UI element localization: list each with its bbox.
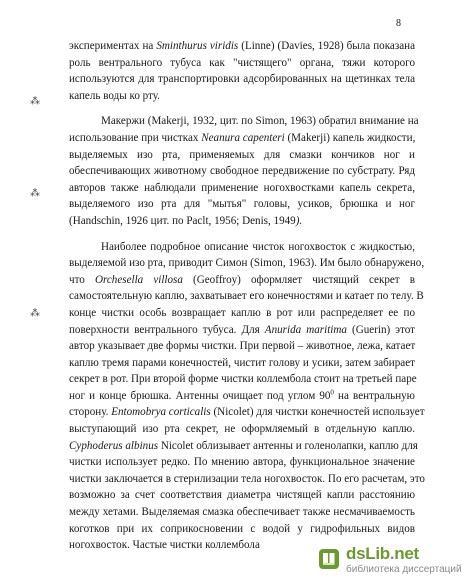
text-line: выделяемых изо рта, применяемых для смазки кончиков ног и — [69, 148, 415, 161]
text-line: обеспечивающих животному свободное передвижение по субстрату. Ряд — [69, 165, 415, 178]
species-name: Neanura capenteri — [201, 131, 285, 144]
text-line: ногохвосток. Частые чистки коллембола — [69, 539, 260, 552]
text-line: что Orchesella villosa (Geoffroy) оформляет чистящий секрет в — [69, 273, 416, 286]
text-line: самостоятельную каплю, захватывает его конечностями и катает по телу. В — [69, 290, 424, 303]
text-line: возможно за счет соответствия диаметра чистящей капли расстоянию — [69, 489, 415, 502]
text-line: Cyphoderus albinus Nicolet облизывает антенны и голенолапки, каплю для — [69, 439, 418, 452]
text-line: используются для транспортировки адсорбированных на щетинках тела — [69, 73, 415, 86]
dslib-logo-icon — [318, 548, 340, 570]
paragraph — [69, 113, 419, 229]
paragraph — [69, 38, 415, 104]
species-name: Cyphoderus albinus — [69, 439, 159, 452]
dslib-watermark[interactable] — [318, 544, 462, 578]
text-line: Наиболее подробное описание чисток ногохвосток с жидкостью, — [101, 240, 415, 253]
degree-superscript: 0 — [330, 388, 334, 397]
text-line: чистки использует редко. По мнению автора, функциональное значение — [69, 456, 415, 469]
text-line: каплю тремя парами конечностей, чистит голову и усики, затем забирает — [69, 356, 415, 369]
text-line: ног и конце брюшка. Антенны очищает под углом $90^0$ на вентральную — [69, 388, 415, 402]
species-name: Anurida maritima — [264, 323, 347, 336]
species-name: Orchesella villosa — [94, 273, 183, 286]
margin-mark: ⁂ — [30, 96, 40, 107]
watermark-subtitle: библиотека диссертаций — [346, 564, 462, 575]
margin-mark: ⁂ — [30, 188, 40, 199]
text-line: авторов также наблюдали применение ногохвостками капель секрета, — [69, 181, 415, 194]
text-line: конце чистки особь возвращает каплю в рот или распределяет ее по — [69, 306, 415, 319]
text-line: автор указывает две формы чистки. При первой – животное, лежа, катает — [69, 340, 416, 353]
text-line: поверхности вентрального тубуса. Для Anurida maritima (Guerin) этот — [69, 323, 416, 336]
text-line: (Handschin, 1926 цит. по Paclt, 1956; Denis, 1949). — [69, 214, 303, 227]
species-name: Entomobrya corticalis — [111, 406, 211, 419]
text-line: капель воды ко рту. — [69, 89, 160, 102]
page-number: 8 — [396, 18, 401, 29]
margin-mark: ⁂ — [30, 308, 40, 319]
text-line: выделяемого изо рта для "мытья" головы, усиков, брюшка и ног — [69, 198, 415, 211]
text-line: сторону. Entomobrya corticalis (Nicolet) для чистки конечностей использует — [69, 406, 425, 419]
text-line: выступающий изо рта секрет, не оформляемый в отдельную каплю. — [69, 423, 415, 436]
text-line: чистки заключается в стерилизации тела ногохвосток. По его расчетам, это — [69, 472, 425, 485]
watermark-brand: dsLib.net — [346, 544, 419, 563]
text-line: секрет в рот. При второй форме чистки коллембола стоит на третьей паре — [69, 373, 417, 386]
text-line: Макержи (Makerji, 1932, цит. по Simon, 1963) обратил внимание на — [101, 115, 419, 128]
text-line: коготков при их соприкосновении с водой у гидрофильных видов — [69, 522, 415, 535]
text-line: использование при чистках Neanura capenteri (Makerji) капель жидкости, — [69, 131, 416, 144]
text-line: выделяемой изо рта, приводит Симон (Simon, 1963). Им было обнаружено, — [69, 257, 425, 270]
species-name: Sminthurus viridis — [156, 40, 239, 52]
text-line: роль вентрального тубуса как "чистящего" органа, тяжи которого — [69, 56, 415, 69]
text-line: между хетами. Выделяемая смазка обеспечивает также несмачиваемость — [69, 506, 415, 519]
text-line: экспериментах на Sminthurus viridis (Linne) (Davies, 1928) была показана — [69, 40, 416, 52]
